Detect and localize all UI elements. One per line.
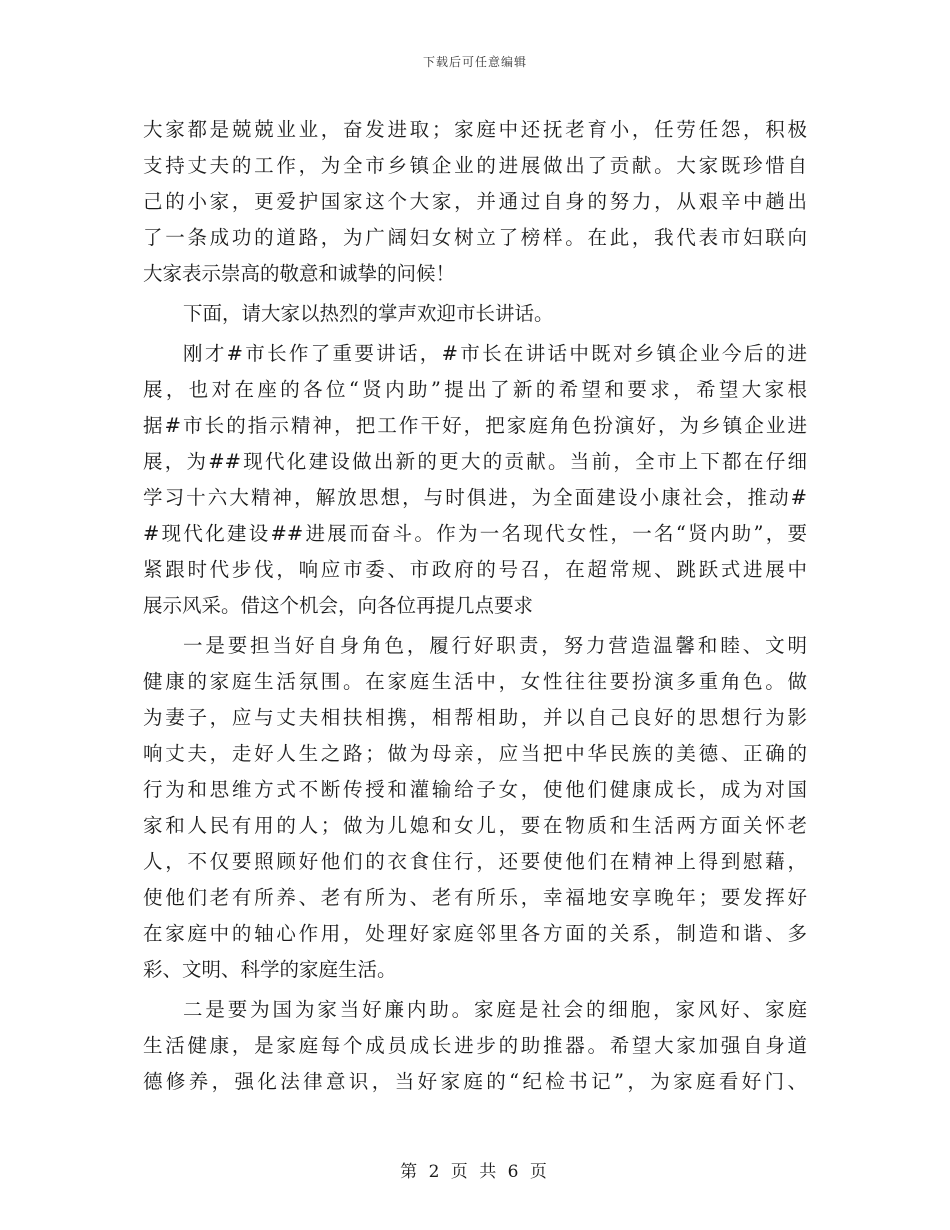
text-line: 德修养，强化法律意识，当好家庭的“纪检书记”，为家庭看好门、: [143, 1070, 807, 1093]
text-line: 为妻子，应与丈夫相扶相携，相帮相助，并以自己良好的思想行为影: [143, 706, 807, 729]
text-line: 响丈夫，走好人生之路；做为母亲，应当把中华民族的美德、正确的: [143, 742, 807, 765]
paragraph: [143, 296, 807, 332]
page-header: 下载后可任意编辑: [422, 55, 527, 69]
page-number: 第 2 页 共 6 页: [400, 1162, 550, 1182]
text-line: 大家表示崇高的敬意和诚挚的问候！: [143, 262, 456, 285]
text-line: 人，不仅要照顾好他们的衣食住行，还要使他们在精神上得到慰藉，: [143, 850, 807, 873]
paragraph: [143, 336, 807, 624]
text-line: 了一条成功的道路，为广阔妇女树立了榜样。在此，我代表市妇联向: [143, 226, 807, 249]
paragraph: [143, 628, 807, 988]
text-line: 大家都是兢兢业业，奋发进取；家庭中还抚老育小，任劳任怨，积极: [143, 118, 807, 141]
text-line: 下面，请大家以热烈的掌声欢迎市长讲话。: [183, 302, 554, 325]
text-line: 健康的家庭生活氛围。在家庭生活中，女性往往要扮演多重角色。做: [143, 670, 807, 693]
text-line: 展示风采。借这个机会，向各位再提几点要求: [143, 594, 534, 617]
text-line: 刚才#市长作了重要讲话，#市长在讲话中既对乡镇企业今后的进: [183, 342, 807, 365]
text-line: #现代化建设##进展而奋斗。作为一名现代女性，一名“贤内助”，要: [143, 522, 807, 545]
text-line: 支持丈夫的工作，为全市乡镇企业的进展做出了贡献。大家既珍惜自: [143, 154, 807, 177]
text-line: 一是要担当好自身角色，履行好职责，努力营造温馨和睦、文明: [183, 634, 807, 657]
text-line: 在家庭中的轴心作用，处理好家庭邻里各方面的关系，制造和谐、多: [143, 922, 807, 945]
text-line: 二是要为国为家当好廉内助。家庭是社会的细胞，家风好、家庭: [183, 998, 807, 1021]
text-line: 行为和思维方式不断传授和灌输给子女，使他们健康成长，成为对国: [143, 778, 807, 801]
text-line: 生活健康，是家庭每个成员成长进步的助推器。希望大家加强自身道: [143, 1034, 807, 1057]
text-line: 彩、文明、科学的家庭生活。: [143, 958, 397, 981]
text-line: 己的小家，更爱护国家这个大家，并通过自身的努力，从艰辛中趟出: [143, 190, 807, 213]
text-line: 学习十六大精神，解放思想，与时俱进，为全面建设小康社会，推动#: [143, 486, 807, 509]
text-line: 据#市长的指示精神，把工作干好，把家庭角色扮演好，为乡镇企业进: [143, 414, 807, 437]
text-line: 使他们老有所养、老有所为、老有所乐，幸福地安享晚年；要发挥好: [143, 886, 807, 909]
text-line: 紧跟时代步伐，响应市委、市政府的号召，在超常规、跳跃式进展中: [143, 558, 807, 581]
document-body: [143, 112, 807, 1100]
text-line: 家和人民有用的人；做为儿媳和女儿，要在物质和生活两方面关怀老: [143, 814, 807, 837]
text-line: 展，为##现代化建设做出新的更大的贡献。当前，全市上下都在仔细: [143, 450, 807, 473]
paragraph: [143, 112, 807, 292]
text-line: 展，也对在座的各位“贤内助”提出了新的希望和要求，希望大家根: [143, 378, 807, 401]
paragraph: [143, 992, 807, 1100]
